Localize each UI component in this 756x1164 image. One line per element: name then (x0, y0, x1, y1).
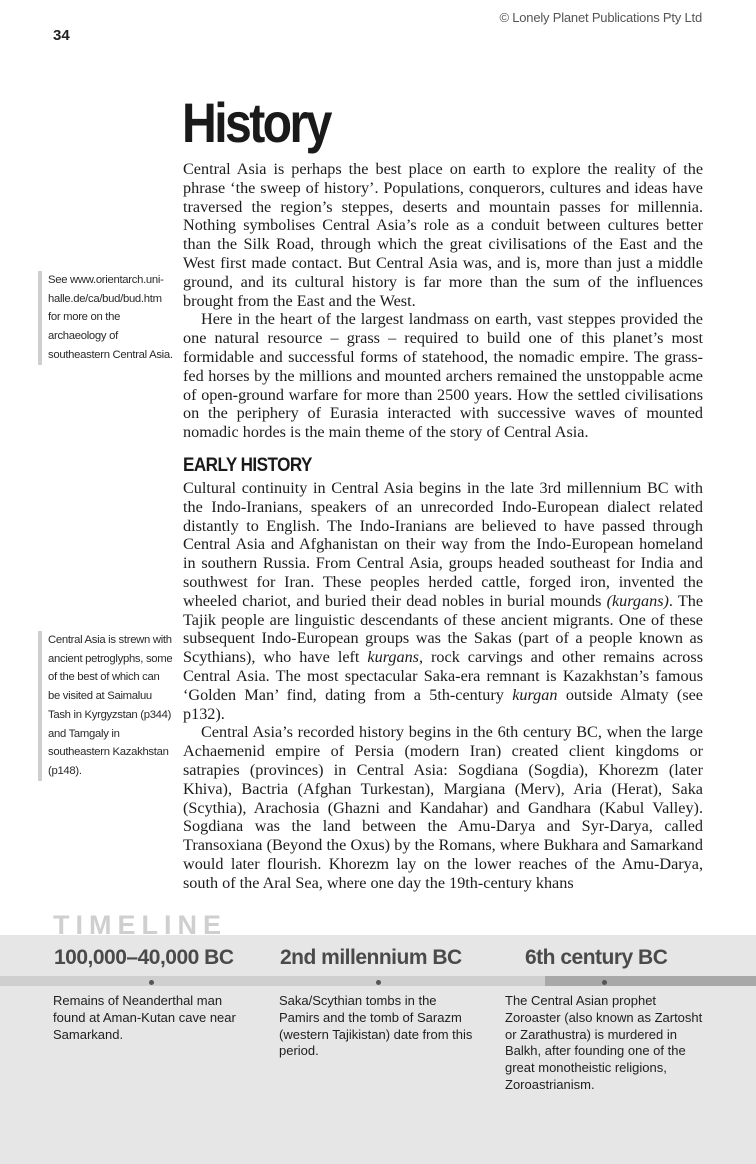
text-run: . The Tajik people are linguistic descendants of these ancient migrants. One of these subsequent Indo-European groups was the Sakas (part of a people known as Scythians), who have left (183, 591, 704, 667)
section-heading-early-history: EARLY HISTORY (183, 455, 312, 476)
timeline-date-3: 6th century BC (525, 946, 668, 969)
sidenote-archaeology: See www.orientarch.uni-halle.de/ca/bud/bud.htm for more on the archaeology of southeastern Central Asia. (38, 271, 174, 365)
timeline-date-1: 100,000–40,000 BC (54, 946, 234, 969)
timeline-marker-3 (602, 980, 607, 985)
timeline-marker-1 (149, 980, 154, 985)
early-history-paragraph-2: Central Asia’s recorded history begins in the 6th century BC, when the large Achaemenid empire of Persia (modern Iran) created client kingdoms or satrapies (provinces) in Central Asia: Sogdiana (Sogdia), Khorezm (later Khiva), Bactria (Afghan Turkestan), Margiana (Merv), Aria (Herat), Saka (Scythia), Arachosia (Ghazni and Kandahar) and Gandhara (Kabul Valley). Sogdiana was the land between the Amu-Darya and Syr-Darya, called Transoxiana (Beyond the Oxus) by the Romans, where Bukhara and Samarkand would later flourish. Khorezm lay on the lower reaches of the Amu-Darya, south of the Aral Sea, where one day the 19th-century khans (183, 723, 703, 892)
italic-term: kurgans, (367, 648, 424, 667)
copyright-notice: © Lonely Planet Publications Pty Ltd (499, 10, 702, 25)
text-run: outside Almaty (see p132). (183, 685, 703, 723)
timeline-label: TIMELINE (53, 910, 227, 940)
timeline-marker-2 (376, 980, 381, 985)
early-history-section (183, 479, 703, 893)
intro-paragraph-1: Central Asia is perhaps the best place on earth to explore the reality of the phrase ‘the sweep of history’. Populations, conquerors, cultures and ideas have traversed the region’s steppes, deserts and mountain passes for millennia. Nothing symbolises Central Asia’s role as a conduit between cultures better than the Silk Road, through which the great civilisations of the East and the West first made contact. But Central Asia was, and is, more than just a middle ground, and its cultural history is far more than the sum of the influences brought from the East and the West. (183, 160, 703, 310)
page-number: 34 (53, 27, 70, 44)
intro-section (183, 160, 703, 442)
italic-term: kurgan (512, 685, 558, 704)
timeline-bar-accent (545, 976, 756, 986)
timeline-text-2: Saka/Scythian tombs in the Pamirs and the tomb of Sarazm (western Tajikistan) date from this period. (279, 993, 473, 1059)
page-title: History (182, 91, 330, 154)
timeline-text-3: The Central Asian prophet Zoroaster (also known as Zartosht or Zarathustra) is murdered in Balkh, after founding one of the great monotheistic religions, Zoroastrianism. (505, 993, 703, 1092)
sidenote-petroglyphs: Central Asia is strewn with ancient petroglyphs, some of the best of which can be visited at Saimaluu Tash in Kyrgyzstan (p344) and Tamgaly in southeastern Kazakhstan (p148). (38, 631, 174, 781)
intro-paragraph-2: Here in the heart of the largest landmass on earth, vast steppes provided the one natural resource – grass – required to build one of this planet’s most formidable and successful forms of statehood, the nomadic empire. The grass-fed horses by the millions and mounted archers remained the unstoppable acme of open-ground warfare for more than 2500 years. How the settled civilisations on the periphery of Eurasia interacted with successive waves of mounted nomadic hordes is the main theme of the story of Central Asia. (183, 310, 703, 442)
italic-term: (kurgans) (606, 591, 669, 610)
timeline-text-1: Remains of Neanderthal man found at Aman-Kutan cave near Samarkand. (53, 993, 236, 1042)
text-run: rock carvings and other remains across Central Asia. The most spectacular Saka-era remnant is Kazakhstan’s famous ‘Golden Man’ find, dating from a 5th-century (183, 648, 703, 704)
text-run: Cultural continuity in Central Asia begins in the late 3rd millennium BC with the Indo-Iranians, speakers of an unrecorded Indo-European dialect related distantly to English. The Indo-Iranians are believed to have passed through Central Asia and Afghanistan on their way from the Indo-European homeland in southern Russia. From Central Asia, groups headed southeast for India and southwest for Iran. These peoples herded cattle, forged iron, invented the wheeled chariot, and buried their dead nobles in burial mounds (183, 479, 703, 610)
early-history-paragraph-1 (183, 479, 703, 723)
timeline-date-2: 2nd millennium BC (280, 946, 462, 969)
